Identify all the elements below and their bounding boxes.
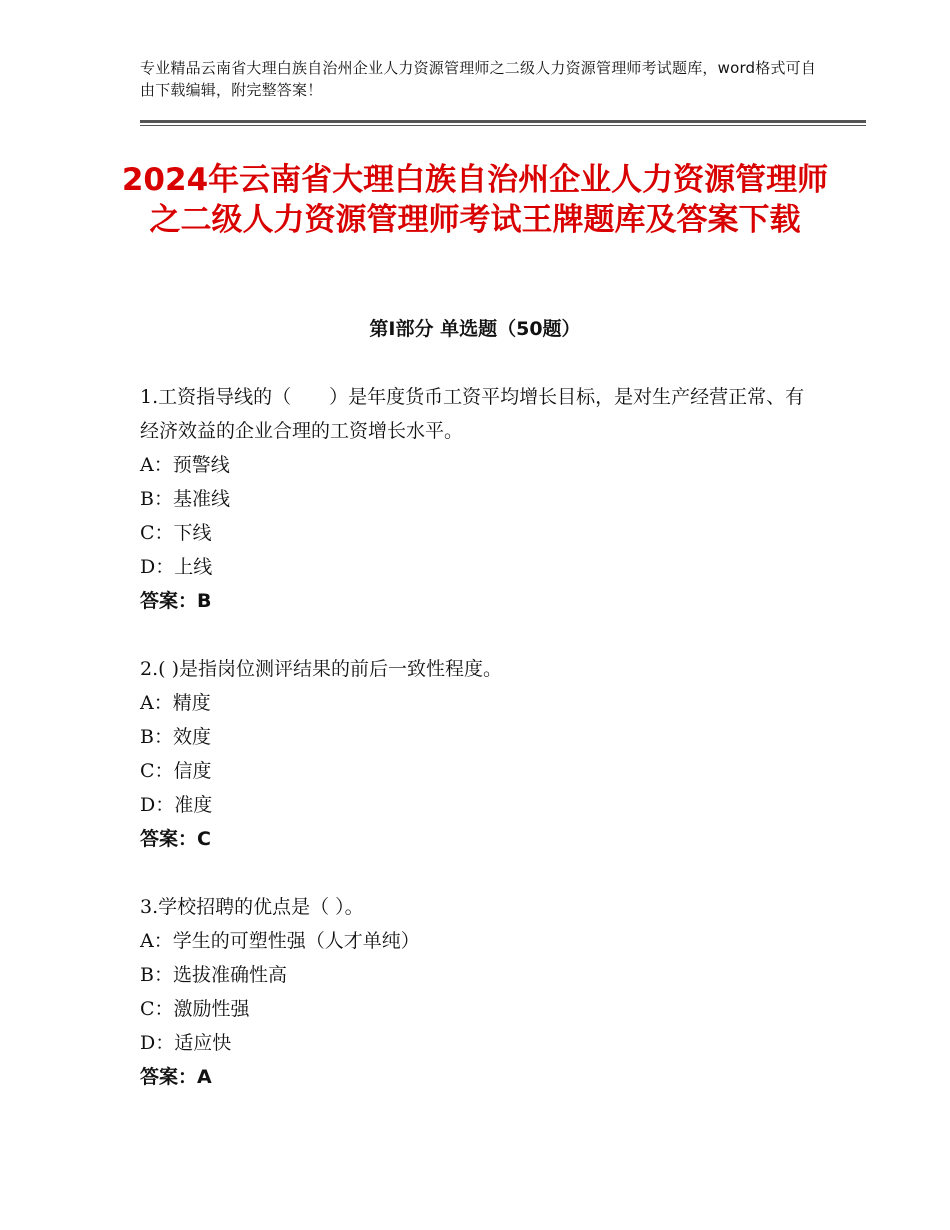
question-stem: 1.工资指导线的（ ）是年度货币工资平均增长目标，是对生产经营正常、有经济效益的企业合理的工资增长水平。: [140, 386, 805, 442]
document-title: 2024年云南省大理白族自治州企业人力资源管理师之二级人力资源管理师考试王牌题库及答案下载: [121, 162, 829, 238]
question-spacer: [140, 856, 820, 890]
option-b: B：效度: [140, 726, 211, 748]
option-c: C：下线: [140, 522, 212, 544]
option-b: B：基准线: [140, 488, 230, 510]
question-stem: 2.( )是指岗位测评结果的前后一致性程度。: [140, 658, 502, 680]
header-note: 专业精品云南省大理白族自治州企业人力资源管理师之二级人力资源管理师考试题库，word格式可自由下载编辑，附完整答案！: [140, 59, 817, 99]
option-d: D：准度: [140, 794, 213, 816]
question-2: [140, 652, 820, 856]
option-d: D：适应快: [140, 1032, 232, 1054]
question-1: [140, 380, 820, 618]
question-stem: 3.学校招聘的优点是（ ）。: [140, 896, 364, 918]
option-a: A：预警线: [140, 454, 230, 476]
option-a: A：学生的可塑性强（人才单纯）: [140, 930, 420, 952]
section-heading: 第Ⅰ部分 单选题（50题）: [369, 318, 581, 340]
question-3: [140, 890, 820, 1094]
question-spacer: [140, 618, 820, 652]
answer-label: 答案：B: [140, 590, 212, 612]
header-rule-thin: [140, 125, 866, 126]
option-b: B：选拔准确性高: [140, 964, 287, 986]
option-c: C：激励性强: [140, 998, 250, 1020]
header-rule-thick: [140, 120, 866, 123]
option-c: C：信度: [140, 760, 212, 782]
answer-label: 答案：C: [140, 828, 211, 850]
question-list: [140, 380, 820, 1094]
option-a: A：精度: [140, 692, 211, 714]
option-d: D：上线: [140, 556, 213, 578]
answer-label: 答案：A: [140, 1066, 212, 1088]
